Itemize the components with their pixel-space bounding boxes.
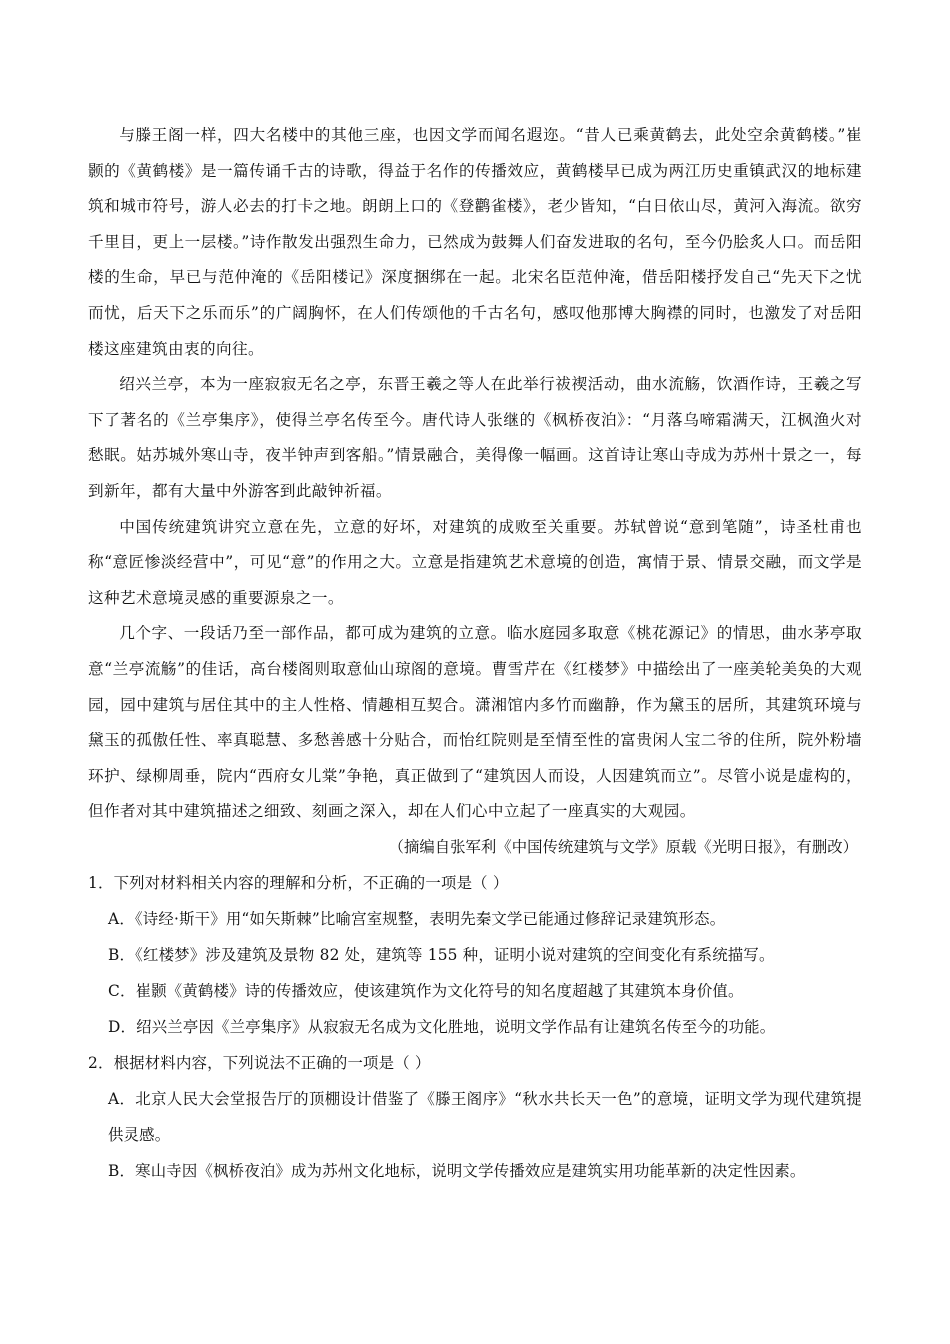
- question-2: [88, 1045, 862, 1189]
- question-1-option-d: D．绍兴兰亭因《兰亭集序》从寂寂无名成为文化胜地，说明文学作品有让建筑名传至今的功能。: [108, 1018, 776, 1037]
- document-body: [88, 118, 862, 1189]
- question-1-stem: 1．下列对材料相关内容的理解和分析，不正确的一项是（ ）: [88, 874, 509, 893]
- article-paragraph-1: 与滕王阁一样，四大名楼中的其他三座，也因文学而闻名遐迩。“昔人已乘黄鹤去，此处空余黄鹤楼。”崔颢的《黄鹤楼》是一篇传诵千古的诗歌，得益于名作的传播效应，黄鹤楼早已成为两江历史重镇武汉的地标建筑和城市符号，游人必去的打卡之地。朗朗上口的《登鹳雀楼》，老少皆知，“白日依山尽，黄河入海流。欲穷千里目，更上一层楼。”诗作散发出强烈生命力，已然成为鼓舞人们奋发进取的名句，至今仍脍炙人口。而岳阳楼的生命，早已与范仲淹的《岳阳楼记》深度捆绑在一起。北宋名臣范仲淹，借岳阳楼抒发自己“先天下之忧而忧，后天下之乐而乐”的广阔胸怀，在人们传颂他的千古名句，感叹他那博大胸襟的同时，也激发了对岳阳楼这座建筑由衷的向往。: [88, 126, 862, 358]
- article-paragraph-2: 绍兴兰亭，本为一座寂寂无名之亭，东晋王羲之等人在此举行祓禊活动，曲水流觞，饮酒作诗，王羲之写下了著名的《兰亭集序》，使得兰亭名传至今。唐代诗人张继的《枫桥夜泊》：“月落乌啼霜满天，江枫渔火对愁眠。姑苏城外寒山寺，夜半钟声到客船。”情景融合，美得像一幅画。这首诗让寒山寺成为苏州十景之一，每到新年，都有大量中外游客到此敲钟祈福。: [88, 375, 862, 500]
- question-1-option-b: B．《红楼梦》涉及建筑及景物 82 处，建筑等 155 种，证明小说对建筑的空间变化有系统描写。: [108, 946, 775, 965]
- question-1-option-c: C．崔颢《黄鹤楼》诗的传播效应，使该建筑作为文化符号的知名度超越了其建筑本身价值。: [108, 982, 744, 1001]
- question-2-option-a: A．北京人民大会堂报告厅的顶棚设计借鉴了《滕王阁序》“秋水共长天一色”的意境，证明文学为现代建筑提供灵感。: [108, 1090, 862, 1145]
- question-1: [88, 865, 862, 1045]
- article-source: （摘编自张军利《中国传统建筑与文学》原载《光明日报》，有删改）: [388, 837, 858, 856]
- question-1-option-a: A．《诗经·斯干》用“如矢斯棘”比喻宫室规整，表明先秦文学已能通过修辞记录建筑形态。: [108, 910, 726, 929]
- question-2-option-b: B．寒山寺因《枫桥夜泊》成为苏州文化地标，说明文学传播效应是建筑实用功能革新的决定性因素。: [108, 1162, 806, 1181]
- question-2-stem: 2．根据材料内容，下列说法不正确的一项是（ ）: [88, 1054, 431, 1073]
- article-paragraph-4: 几个字、一段话乃至一部作品，都可成为建筑的立意。临水庭园多取意《桃花源记》的情思，曲水茅亭取意“兰亭流觞”的佳话，高台楼阁则取意仙山琼阁的意境。曹雪芹在《红楼梦》中描绘出了一座美轮美奂的大观园，园中建筑与居住其中的主人性格、情趣相互契合。潇湘馆内多竹而幽静，作为黛玉的居所，其建筑环境与黛玉的孤傲任性、率真聪慧、多愁善感十分贴合，而怡红院则是至情至性的富贵闲人宝二爷的住所，院外粉墙环护、绿柳周垂，院内“西府女儿棠”争艳，真正做到了“建筑因人而设，人因建筑而立”。尽管小说是虚构的，但作者对其中建筑描述之细致、刻画之深入，却在人们心中立起了一座真实的大观园。: [88, 624, 862, 821]
- article-paragraph-3: 中国传统建筑讲究立意在先，立意的好坏，对建筑的成败至关重要。苏轼曾说“意到笔随”，诗圣杜甫也称“意匠惨淡经营中”，可见“意”的作用之大。立意是指建筑艺术意境的创造，寓情于景、情景交融，而文学是这种艺术意境灵感的重要源泉之一。: [88, 517, 862, 607]
